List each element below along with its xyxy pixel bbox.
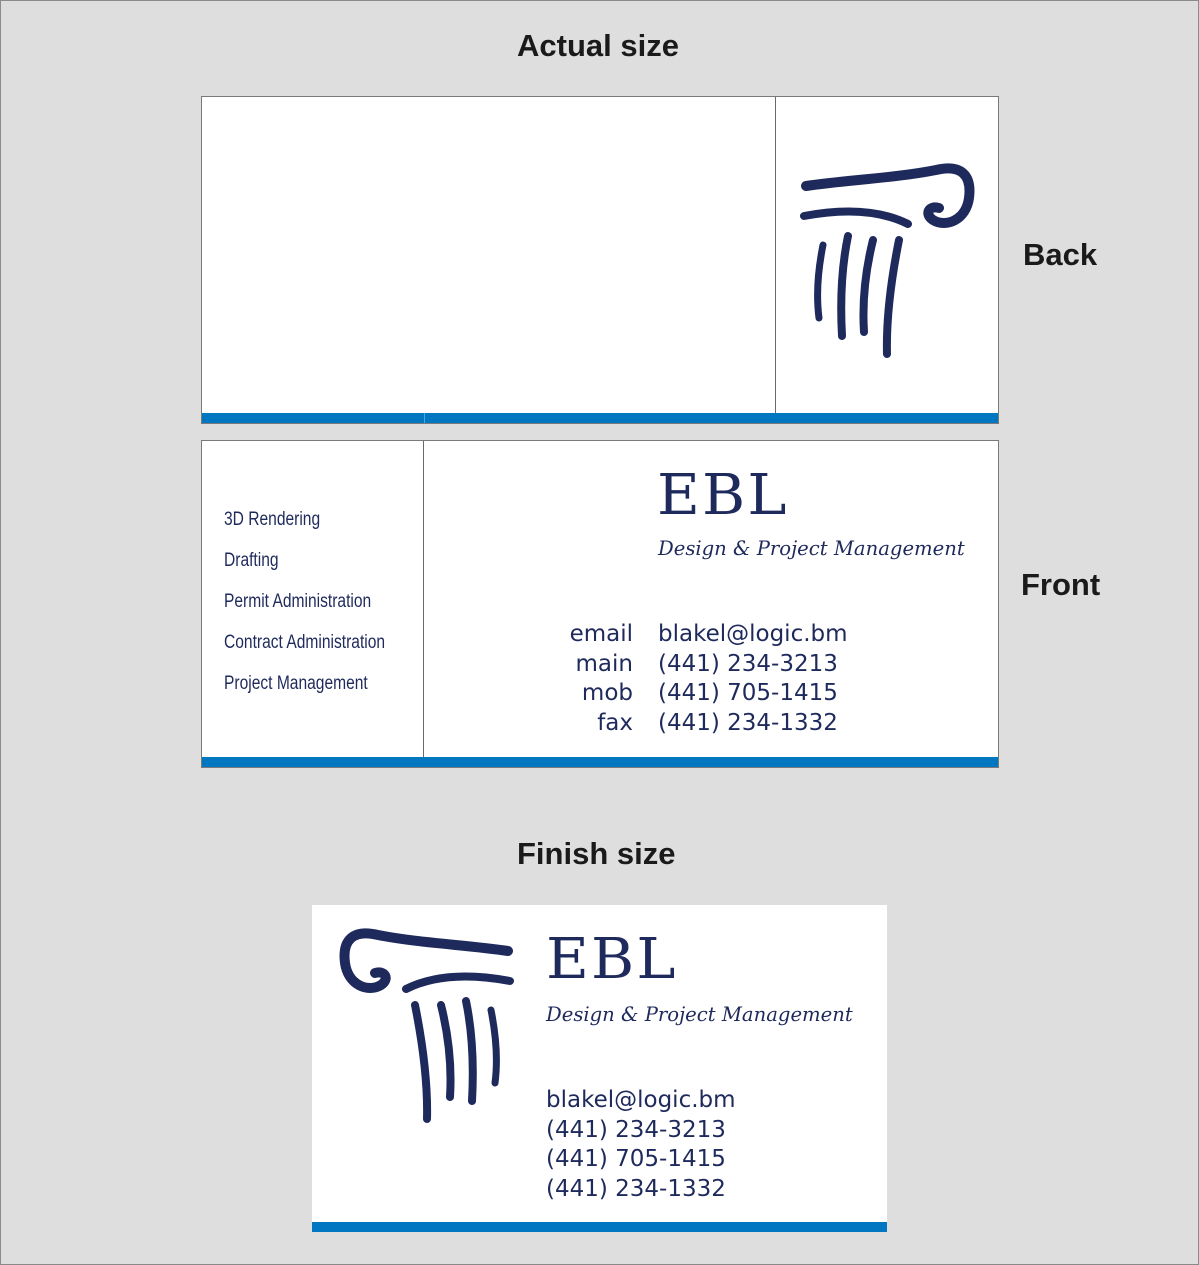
bar-seam xyxy=(424,413,425,423)
contact-main: (441) 234-3213 xyxy=(546,1116,726,1143)
contact-label-email: email xyxy=(569,621,633,647)
accent-bar xyxy=(202,413,998,423)
service-item: Contract Administration xyxy=(224,632,386,653)
contact-values xyxy=(546,1086,736,1204)
ionic-column-capital-icon xyxy=(316,915,538,1135)
business-card-front xyxy=(201,440,999,768)
contact-values xyxy=(658,620,848,738)
contact-labels xyxy=(532,620,633,738)
contact-mob: (441) 705-1415 xyxy=(546,1146,726,1172)
service-item: Permit Administration xyxy=(224,591,372,612)
contact-label-mob: mob xyxy=(581,680,633,706)
accent-bar xyxy=(202,757,998,767)
business-card-finish xyxy=(312,905,887,1232)
contact-email: blakel@logic.bm xyxy=(658,621,848,647)
contact-main: (441) 234-3213 xyxy=(658,650,838,677)
contact-fax: (441) 234-1332 xyxy=(658,709,838,736)
service-item: Project Management xyxy=(224,673,368,694)
brand-tagline: Design & Project Management xyxy=(546,1002,853,1026)
actual-size-heading: Actual size xyxy=(517,28,679,63)
contact-label-fax: fax xyxy=(597,709,633,736)
panel-divider xyxy=(423,441,424,767)
business-card-back xyxy=(201,96,999,424)
accent-bar xyxy=(312,1222,887,1232)
contact-email: blakel@logic.bm xyxy=(546,1087,736,1113)
service-item: Drafting xyxy=(224,550,279,571)
back-label: Back xyxy=(1023,237,1098,272)
contact-mob: (441) 705-1415 xyxy=(658,680,838,706)
front-label: Front xyxy=(1021,567,1101,602)
contact-label-main: main xyxy=(575,650,633,677)
brand-tagline: Design & Project Management xyxy=(658,536,965,560)
brand-name: EBL xyxy=(657,463,789,528)
contact-fax: (441) 234-1332 xyxy=(546,1175,726,1202)
ionic-column-capital-icon xyxy=(776,150,998,370)
finish-size-heading: Finish size xyxy=(517,836,676,871)
service-item: 3D Rendering xyxy=(224,509,321,530)
brand-name: EBL xyxy=(546,927,678,992)
